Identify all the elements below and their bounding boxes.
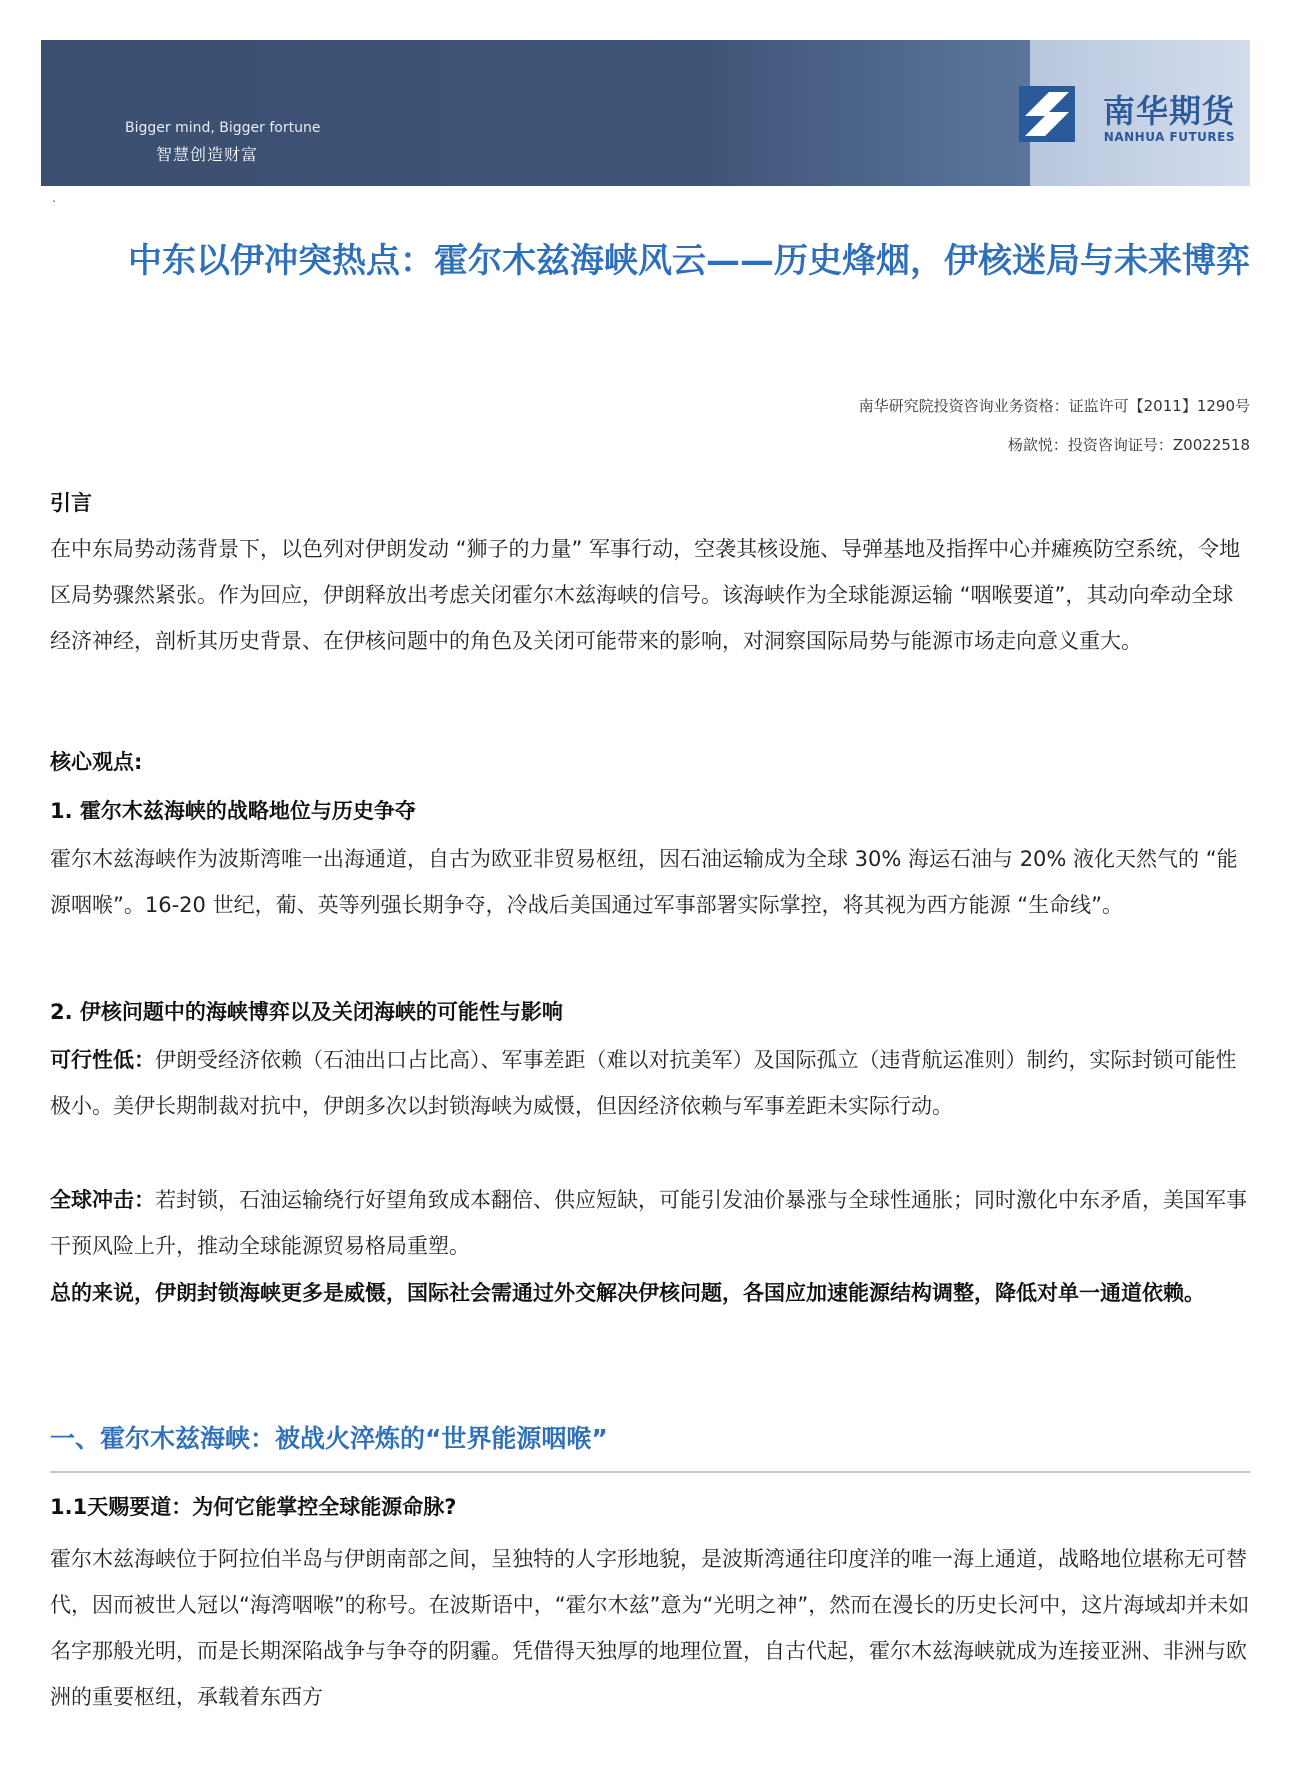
impact-text: 若封锁，石油运输绕行好望角致成本翻倍、供应短缺，可能引发油价暴涨与全球性通胀；同时激化中东矛盾，美国军事干预风险上升，推动全球能源贸易格局重塑。 <box>50 1188 1247 1258</box>
point2-heading: 2. 伊核问题中的海峡博弈以及关闭海峡的可能性与影响 <box>50 1000 563 1024</box>
logo-text-en: NANHUA FUTURES <box>1103 130 1235 144</box>
tagline-en: Bigger mind, Bigger fortune <box>125 120 321 136</box>
point1-paragraph: 霍尔木兹海峡作为波斯湾唯一出海通道，自古为欧亚非贸易枢纽，因石油运输成为全球 30% 海运石油与 20% 液化天然气的 “能源咽喉”。16-20 世纪，葡、英等列强长期争夺，冷战后美国通过军事部署实际掌控，将其视为西方能源 “生命线”。 <box>50 847 1238 917</box>
tagline-cn: 智慧创造财富 <box>156 145 259 164</box>
analyst-license: 杨歆悦：投资咨询证号：Z0022518 <box>1007 436 1250 454</box>
institution-license: 南华研究院投资咨询业务资格：证监许可【2011】1290号 <box>858 397 1250 415</box>
impact-paragraph <box>50 1177 1250 1269</box>
feasibility-paragraph <box>50 1037 1250 1129</box>
intro-paragraph: 在中东局势动荡背景下，以色列对伊朗发动 “狮子的力量” 军事行动，空袭其核设施、导弹基地及指挥中心并瘫痪防空系统，令地区局势骤然紧张。作为回应，伊朗释放出考虑关闭霍尔木兹海峡的信号。该海峡作为全球能源运输 “咽喉要道”，其动向牵动全球经济神经，剖析其历史背景、在伊核问题中的角色及关闭可能带来的影响，对洞察国际局势与能源市场走向意义重大。 <box>50 537 1241 653</box>
section-paragraph: 霍尔木兹海峡位于阿拉伯半岛与伊朗南部之间，呈独特的人字形地貌，是波斯湾通往印度洋的唯一海上通道，战略地位堪称无可替代，因而被世人冠以“海湾咽喉”的称号。在波斯语中，“霍尔木兹”意为“光明之神”，然而在漫长的历史长河中，这片海域却并未如名字那般光明，而是长期深陷战争与争夺的阴霾。凭借得天独厚的地理位置，自古代起，霍尔木兹海峡就成为连接亚洲、非洲与欧洲的重要枢纽，承载着东西方 <box>50 1547 1250 1709</box>
conclusion-paragraph: 总的来说，伊朗封锁海峡更多是威慑，国际社会需通过外交解决伊核问题，各国应加速能源结构调整，降低对单一通道依赖。 <box>50 1281 1205 1305</box>
core-heading: 核心观点: <box>50 750 143 774</box>
subsection-heading: 1.1天赐要道：为何它能掌控全球能源命脉? <box>50 1495 457 1519</box>
logo-text-cn: 南华期货 <box>1102 92 1235 130</box>
page-marker-dot: . <box>52 191 56 205</box>
report-title: 中东以伊冲突热点：霍尔木兹海峡风云——历史烽烟，伊核迷局与未来博弈 <box>128 241 1250 281</box>
header-banner <box>41 40 1250 186</box>
point1-heading: 1. 霍尔木兹海峡的战略地位与历史争夺 <box>50 799 416 823</box>
section-heading: 一、霍尔木兹海峡：被战火淬炼的“世界能源咽喉” <box>50 1424 608 1453</box>
impact-label: 全球冲击： <box>50 1188 155 1212</box>
nanhua-logo-icon <box>1019 86 1075 142</box>
section-divider <box>50 1471 1250 1473</box>
feasibility-label: 可行性低： <box>50 1048 155 1072</box>
feasibility-text: 伊朗受经济依赖（石油出口占比高）、军事差距（难以对抗美军）及国际孤立（违背航运准则）制约，实际封锁可能性极小。美伊长期制裁对抗中，伊朗多次以封锁海峡为威慑，但因经济依赖与军事差距未实际行动。 <box>50 1048 1237 1118</box>
intro-heading: 引言 <box>50 491 92 515</box>
